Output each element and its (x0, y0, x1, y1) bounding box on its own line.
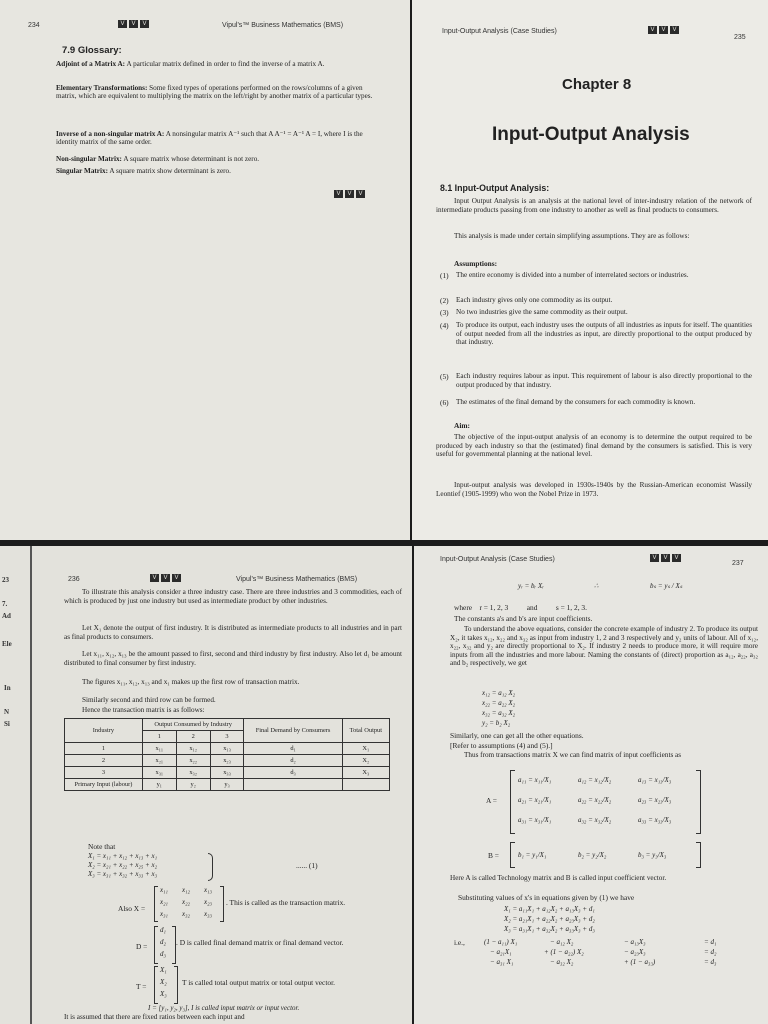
cell (342, 779, 389, 791)
equation-term: − a₃₁ X₁ (490, 958, 514, 966)
paragraph: The constants a's and b's are input coefficients. (454, 614, 593, 623)
history-paragraph: Input-output analysis was developed in 1930s-1940s by the Russian-American economist Wassily Leontief (1905-1999) who won the Nobel Prize in 1973. (436, 481, 752, 498)
cell: x₂₃ (210, 755, 244, 767)
edge-text: 7. (2, 600, 8, 608)
bracket (510, 842, 515, 868)
equation-term: = d₃ (704, 958, 717, 966)
cell: y₂ (176, 779, 210, 791)
matrix-cell: a₂₁ = x₂₁/X₁ (518, 796, 552, 804)
equation: X₁ = a₁₁X₁ + a₁₂X₂ + a₁₃X₃ + d₁ (504, 905, 595, 913)
input-vector-line: I = [y₁, y₂, y₃], I is called input matrix or input vector. (148, 1004, 300, 1012)
running-header: Input-Output Analysis (Case Studies) (440, 556, 555, 563)
matrix-cell: a₂₃ = x₂₃/X₃ (638, 796, 672, 804)
edge-text: Ad (2, 612, 11, 620)
vector-cell: X₁ (160, 966, 167, 974)
vector-cell: X₃ (160, 990, 167, 998)
paragraph: [Refer to assumptions (4) and (5).] (450, 741, 553, 750)
bracket (220, 886, 224, 922)
aim-heading: Aim: (454, 421, 471, 430)
page-237 (414, 546, 768, 1024)
cell: 3 (65, 767, 143, 779)
page-number: 237 (732, 560, 744, 567)
vector-cell: d₂ (160, 938, 166, 946)
cell: X₂ (342, 755, 389, 767)
publisher-logo: V V V (650, 554, 681, 562)
edge-text: Si (4, 720, 10, 728)
vector-label: D = (136, 942, 148, 951)
page-236 (0, 546, 412, 1024)
page-number: 236 (68, 576, 80, 583)
bracket (696, 842, 701, 868)
cell: y₃ (210, 779, 244, 791)
equation-term: = d₂ (704, 948, 717, 956)
equation: x₃₂ = a₃₂ X₂ (482, 709, 516, 717)
cell: y₁ (142, 779, 176, 791)
assumption-item: Each industry gives only one commodity as its output. (456, 296, 613, 304)
aim-paragraph: The objective of the input-output analysis of an economy is to determine the output required to be produced by each industry so that the (estimated) final demand by the consumers is satisfied. This is very useful for governmental planning at the national level. (436, 433, 752, 459)
matrix-label: Also X = (118, 904, 146, 913)
vector-cell: b₃ = y₃/X₃ (638, 851, 667, 859)
cell: x₃₁ (142, 767, 176, 779)
paragraph: Thus from transactions matrix X we can find matrix of input coefficients as (464, 751, 682, 759)
edge-text: N (4, 708, 10, 716)
glossary-entry: Inverse of a non-singular matrix A: A nonsingular matrix A⁻¹ such that A A⁻¹ = A⁻¹ A = I, where I is the identity matrix of the same order. (56, 130, 363, 147)
table-row (65, 743, 390, 755)
list-number: (5) (440, 372, 449, 381)
glossary-entry: Singular Matrix: A square matrix show determinant is zero. (56, 167, 231, 175)
equation: bₛ = yₛ / Xₛ (650, 582, 683, 590)
cell: x₁₁ (142, 743, 176, 755)
therefore-symbol: ∴ (594, 582, 599, 590)
page-fold (30, 546, 32, 1024)
running-header: Vipul's™ Business Mathematics (BMS) (222, 22, 344, 29)
glossary-entry: Adjoint of a Matrix A: A particular matrix defined in order to find the inverse of a matrix A. (56, 60, 325, 68)
equation-term: + (1 − a₃₃) (624, 958, 656, 966)
matrix-cell: x₂₃ (204, 898, 212, 906)
list-number: (2) (440, 296, 449, 305)
note-label: Note that (88, 842, 116, 851)
running-header: Vipul's™ Business Mathematics (BMS) (236, 576, 358, 583)
equation-term: (1 − a₁₁) X₁ (484, 938, 518, 946)
cell: x₃₃ (210, 767, 244, 779)
publisher-logo: V V V (648, 26, 679, 34)
edge-text: Ele (2, 640, 12, 648)
vector-caption: . D is called final demand matrix or final demand vector. (176, 938, 344, 947)
publisher-logo: V V V (150, 574, 181, 582)
paragraph: Similarly second and third row can be formed. (82, 696, 216, 704)
matrix-cell: x₁₁ (160, 886, 168, 894)
cell: 2 (65, 755, 143, 767)
equation: X₂ = x₂₁ + x₂₂ + x₂₅ + x₂ (88, 861, 158, 869)
cell: 1 (65, 743, 143, 755)
edge-text: In (4, 684, 11, 692)
glossary-entry: Non-singular Matrix: A square matrix whose determinant is not zero. (56, 155, 260, 163)
matrix-cell: x₁₂ (182, 886, 190, 894)
intro-paragraph: This analysis is made under certain simplifying assumptions. They are as follows: (454, 232, 690, 240)
vector-cell: b₁ = y₁/X₁ (518, 851, 547, 859)
assumption-item: No two industries give the same commodity as their output. (456, 308, 628, 316)
assumption-item: Each industry requires labour as input. This requirement of labour is also directly proportional to the output produced by that industry. (456, 372, 752, 389)
bracket (510, 770, 515, 834)
assumption-item: The estimates of the final demand by the consumers for each commodity is known. (456, 398, 696, 406)
bracket (174, 966, 178, 1004)
list-number: (3) (440, 308, 449, 317)
matrix-cell: a₃₂ = x₃₂/X₂ (578, 816, 612, 824)
cell: d₃ (244, 767, 342, 779)
header-cell: 1 (142, 731, 176, 743)
header-cell: 2 (176, 731, 210, 743)
vector-cell: d₃ (160, 950, 166, 958)
publisher-logo: V V V (334, 190, 365, 198)
matrix-cell: a₂₂ = x₂₂/X₂ (578, 796, 612, 804)
header-cell: Final Demand by Consumers (244, 719, 342, 743)
equation: yᵣ = bᵣ Xᵣ (518, 582, 545, 590)
assumption-item: The entire economy is divided into a number of interrelated sectors or industries. (456, 271, 689, 279)
matrix-cell: x₃₂ (182, 910, 190, 918)
bracket (154, 966, 158, 1004)
equation: X₁ = x₁₁ + x₁₂ + x₁₃ + x₁ (88, 852, 158, 860)
equation: y₂ = b₂ X₂ (482, 719, 511, 727)
list-number: (6) (440, 398, 449, 407)
page-number: 235 (734, 34, 746, 41)
chapter-label: Chapter 8 (562, 76, 632, 93)
paragraph: It is assumed that there are fixed ratios between each input and (64, 1013, 245, 1021)
equation: X₃ = a₃₁X₁ + a₃₂X₂ + a₃₃X₃ + d₃ (504, 925, 595, 933)
brace (208, 853, 213, 881)
equation: X₃ = x₃₁ + x₃₂ + x₃₃ + x₃ (88, 870, 158, 878)
matrix-cell: a₁₁ = x₁₁/X₁ (518, 776, 552, 784)
equation-term: = d₁ (704, 938, 717, 946)
matrix-caption: . This is called as the transaction matrix. (226, 898, 346, 907)
equation-term: − a₂₁X₁ (490, 948, 512, 956)
matrix-cell: x₃₃ (204, 910, 212, 918)
cell: x₂₂ (176, 755, 210, 767)
cell: x₃₂ (176, 767, 210, 779)
page-235 (412, 0, 768, 540)
edge-text: 23 (2, 576, 9, 584)
vector-cell: X₂ (160, 978, 167, 986)
equation-term: − a₁₂ X₂ (550, 938, 574, 946)
transaction-table (64, 718, 390, 791)
cell: d₁ (244, 743, 342, 755)
running-header: Input-Output Analysis (Case Studies) (442, 28, 557, 35)
matrix-label: A = (486, 796, 497, 805)
list-number: (1) (440, 271, 449, 280)
equation-label: ...... (1) (296, 861, 318, 870)
vector-caption: T is called total output matrix or total output vector. (182, 978, 335, 987)
assumption-item: To produce its output, each industry uses the outputs of all industries as inputs for itself. The quantities of output needed from all the industries as input, are directly proportional to the output produced by that industry. (456, 321, 752, 347)
paragraph: Let X₁ denote the output of first industry. It is distributed as intermediate products to all industries and in part as final products to consumers. (64, 624, 402, 641)
table-row (65, 779, 390, 791)
matrix-cell: x₁₃ (204, 886, 212, 894)
glossary-entry: Elementary Transformations: Some fixed types of operations performed on the rows/columns of a given matrix, which are equivalent to multiplying the matrix on the left/right by another matrix of a particular types. (56, 84, 373, 101)
header-cell: Output Consumed by Industry (142, 719, 244, 731)
cell: d₂ (244, 755, 342, 767)
matrix-cell: x₂₁ (160, 898, 168, 906)
page-234 (0, 0, 410, 540)
equation-term: − a₂₃X₃ (624, 948, 646, 956)
vector-label: T = (136, 982, 147, 991)
page-number: 234 (28, 22, 40, 29)
matrix-cell: x₂₂ (182, 898, 190, 906)
bracket (696, 770, 701, 834)
glossary-heading: 7.9 Glossary: (62, 45, 122, 56)
where-line: where r = 1, 2, 3 and s = 1, 2, 3. (454, 603, 587, 612)
cell: x₁₂ (176, 743, 210, 755)
bracket (154, 886, 158, 922)
paragraph: The figures x₁₁, x₁₂, x₁₃ and x₁ makes up the first row of transaction matrix. (82, 678, 300, 686)
equation-term: − a₃₂ X₂ (550, 958, 574, 966)
table-row (65, 767, 390, 779)
paragraph: Here A is called Technology matrix and B is called input coefficient vector. (450, 874, 667, 882)
equation: X₂ = a₂₁X₁ + a₂₂X₂ + a₂₃X₃ + d₂ (504, 915, 595, 923)
matrix-cell: a₃₁ = x₃₁/X₁ (518, 816, 552, 824)
equation-term: − a₁₃X₃ (624, 938, 646, 946)
paragraph: Substituting values of x's in equations given by (1) we have (458, 893, 635, 902)
paragraph: To understand the above equations, consider the concrete example of industry 2. To produce its output X₂, it takes x₁₂, x₂₂ and x₃₂ as input from industry 1, 2 and 3 respectively and y₂ units of labour. All of x₁₂, x₂₂, x₃₂ and y₂ are directly proportional to X₂. If industry 2 needs to produce more, it will require more inputs from all the industries and more labour. Naming the constants of (direct) proportion as a₁₂, a₂₂, a₃₂ and b₂ respectively, we get (450, 625, 758, 668)
equation: x₂₂ = a₂₂ X₂ (482, 699, 516, 707)
intro-paragraph: Input Output Analysis is an analysis at the national level of inter-industry relation of the network of intermediate products passing from one industry to another as well as final products to consumers. (436, 197, 752, 214)
cell (244, 779, 342, 791)
paragraph: Similarly, one can get all the other equations. (450, 731, 584, 740)
matrix-cell: a₃₃ = x₃₃/X₃ (638, 816, 672, 824)
paragraph: Hence the transaction matrix is as follows: (82, 706, 205, 714)
matrix-cell: a₁₂ = x₁₂/X₂ (578, 776, 612, 784)
cell: x₁₃ (210, 743, 244, 755)
matrix-cell: x₃₁ (160, 910, 168, 918)
bracket (154, 926, 158, 964)
table-row (65, 755, 390, 767)
cell: x₂₁ (142, 755, 176, 767)
equation-term: + (1 − a₂₂) X₂ (544, 948, 584, 956)
header-cell: Total Output (342, 719, 389, 743)
vector-cell: b₂ = y₂/X₂ (578, 851, 607, 859)
cell: Primary Input (labour) (65, 779, 143, 791)
header-cell: Industry (65, 719, 143, 743)
list-number: (4) (440, 321, 449, 330)
cell: X₃ (342, 767, 389, 779)
assumptions-heading: Assumptions: (454, 259, 498, 268)
publisher-logo: V V V (118, 20, 149, 28)
ie-label: i.e., (454, 938, 465, 947)
equation: x₁₂ = a₁₂ X₂ (482, 689, 516, 697)
paragraph: To illustrate this analysis consider a three industry case. There are three industries and 3 commodities, each of which is produced by just one industry but used as intermediate product by other industries. (64, 588, 402, 605)
vector-cell: d₁ (160, 926, 166, 934)
section-heading: 8.1 Input-Output Analysis: (440, 183, 550, 193)
matrix-cell: a₁₃ = x₁₃/X₃ (638, 776, 672, 784)
paragraph: Let x₁₁, x₁₂, x₁₃ be the amount passed to first, second and third industry by first industry. Also let d₁ be amount distributed to final consumer by first industry. (64, 650, 402, 667)
chapter-title: Input-Output Analysis (492, 124, 690, 145)
cell: X₁ (342, 743, 389, 755)
header-cell: 3 (210, 731, 244, 743)
vector-label: B = (488, 851, 499, 860)
